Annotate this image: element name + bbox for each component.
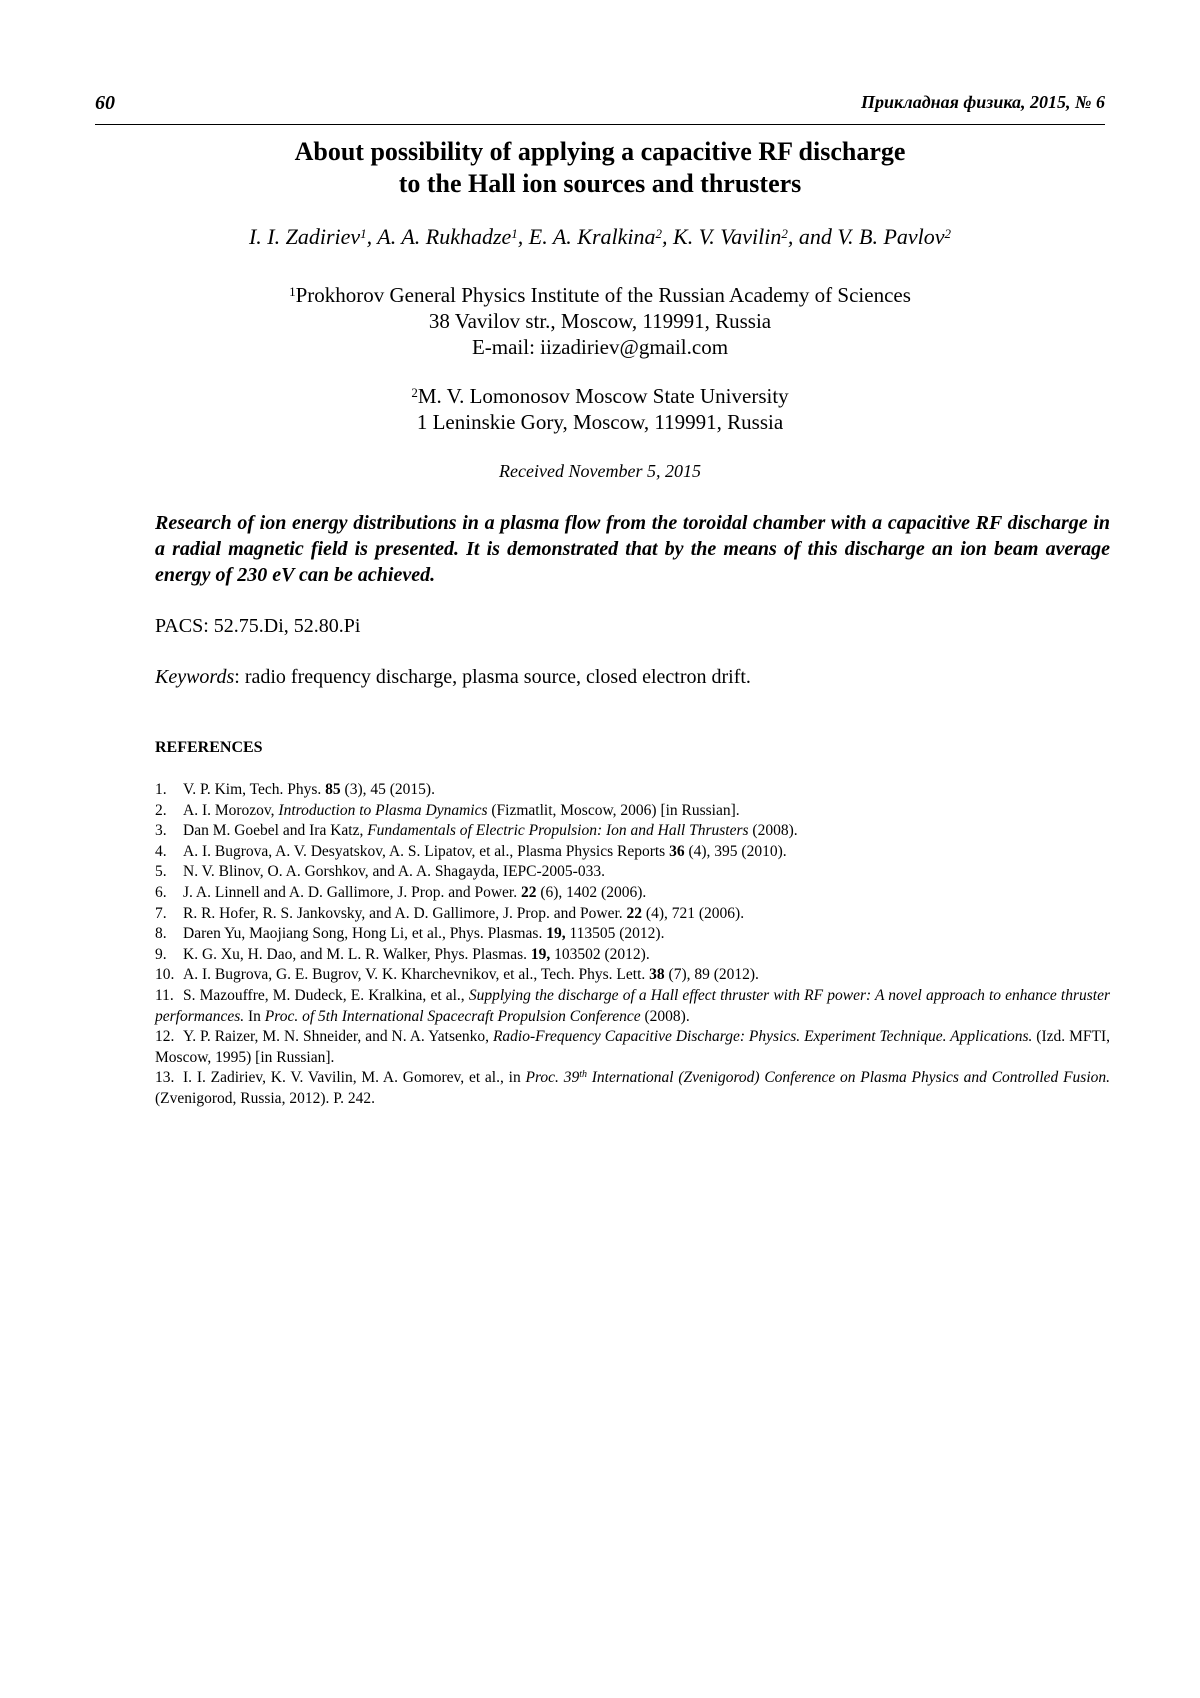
- author-separator: , and: [787, 224, 838, 249]
- reference-item: [155, 904, 1110, 925]
- reference-text: Fundamentals of Electric Propulsion: Ion and Hall Thrusters: [367, 822, 749, 840]
- affiliation-line: 38 Vavilov str., Moscow, 119991, Russia: [428, 309, 772, 333]
- author-name: K. V. Vavilin: [673, 224, 782, 249]
- references-heading: REFERENCES: [155, 739, 263, 756]
- author-affiliation-mark: 1: [360, 226, 367, 241]
- reference-text: (6), 1402 (2006).: [536, 883, 647, 901]
- reference-item: [155, 842, 1110, 863]
- reference-text: International (Zvenigorod) Conference on Plasma Physics and Controlled Fusion.: [586, 1069, 1110, 1087]
- author-separator: ,: [366, 224, 378, 249]
- reference-text: 36: [669, 842, 685, 860]
- reference-number: 1.: [155, 781, 167, 798]
- reference-text: th: [579, 1069, 587, 1081]
- reference-text: (Izd. MFTI, Moscow, 1995) [in Russian].: [155, 1028, 1110, 1066]
- reference-text: (Fizmatlit, Moscow, 2006) [in Russian].: [487, 801, 740, 819]
- reference-item: [155, 883, 1110, 904]
- reference-number: 3.: [155, 822, 167, 840]
- author-separator: ,: [662, 224, 674, 249]
- journal-reference: Прикладная физика, 2015, № 6: [860, 92, 1105, 112]
- reference-text: A. I. Bugrova, A. V. Desyatskov, A. S. Lipatov, et al., Plasma Physics Reports: [183, 842, 670, 860]
- reference-text: (3), 45 (2015).: [340, 781, 435, 798]
- author-name: I. I. Zadiriev: [248, 224, 361, 249]
- received-date: Received November 5, 2015: [499, 461, 701, 481]
- reference-item: [155, 965, 1110, 986]
- reference-text: Supplying the discharge of a Hall effect thruster with RF power: A novel approach to enhance thruster performances.: [155, 986, 1110, 1025]
- reference-text: (2008).: [640, 1007, 690, 1025]
- reference-item: [155, 986, 1110, 1027]
- reference-text: 103502 (2012).: [550, 945, 650, 963]
- reference-text: Y. P. Raizer, M. N. Shneider, and N. A. Yatsenko,: [183, 1028, 493, 1046]
- reference-item: [155, 1027, 1110, 1068]
- abstract: Research of ion energy distributions in a plasma flow from the toroidal chamber with a capacitive RF discharge in a radial magnetic field is presented. It is demonstrated that by the means of this discharge an ion beam average energy of 230 eV can be achieved.: [155, 512, 1110, 586]
- reference-text: 19,: [530, 945, 551, 963]
- reference-text: K. G. Xu, H. Dao, and M. L. R. Walker, Phys. Plasmas.: [183, 945, 531, 963]
- reference-item: [155, 945, 1110, 966]
- reference-number: 2.: [155, 801, 167, 819]
- reference-text: A. I. Bugrova, G. E. Bugrov, V. K. Kharchevnikov, et al., Tech. Phys. Lett.: [183, 966, 650, 984]
- running-header: [95, 92, 1105, 125]
- reference-text: R. R. Hofer, R. S. Jankovsky, and A. D. Gallimore, J. Prop. and Power.: [183, 904, 627, 922]
- author-name: V. B. Pavlov: [837, 224, 945, 249]
- reference-item: [155, 862, 1110, 883]
- reference-text: 113505 (2012).: [565, 925, 665, 943]
- reference-text: V. P. Kim, Tech. Phys.: [183, 781, 326, 798]
- reference-text: Radio-Frequency Capacitive Discharge: Physics. Experiment Technique. Applications.: [492, 1028, 1033, 1046]
- author-affiliation-mark: 2: [944, 226, 952, 241]
- reference-text: S. Mazouffre, M. Dudeck, E. Kralkina, et al.,: [183, 986, 469, 1004]
- page-number: 60: [95, 92, 115, 114]
- affiliation-mark: 1: [289, 284, 296, 299]
- affiliation-line: Prokhorov General Physics Institute of the Russian Academy of Sciences: [295, 283, 911, 307]
- reference-number: 5.: [155, 863, 167, 881]
- author-name: E. A. Kralkina: [528, 224, 656, 249]
- affiliation-line: 1 Leninskie Gory, Moscow, 119991, Russia: [416, 410, 784, 434]
- reference-item: [155, 780, 1110, 801]
- reference-text: 85: [325, 781, 341, 798]
- author-separator: ,: [517, 224, 529, 249]
- reference-number: 9.: [155, 945, 167, 963]
- pacs-codes: PACS: 52.75.Di, 52.80.Pi: [155, 615, 361, 637]
- reference-item: [155, 821, 1110, 842]
- reference-text: I. I. Zadiriev, K. V. Vavilin, M. A. Gomorev, et al., in: [183, 1069, 526, 1087]
- author-affiliation-mark: 2: [655, 226, 663, 241]
- reference-text: In: [244, 1007, 265, 1025]
- reference-text: Introduction to Plasma Dynamics: [278, 801, 488, 819]
- reference-text: Dan M. Goebel and Ira Katz,: [183, 822, 368, 840]
- reference-number: 4.: [155, 842, 167, 860]
- reference-text: Proc. of 5th International Spacecraft Propulsion Conference: [264, 1007, 641, 1025]
- paper-title: [0, 136, 1200, 200]
- reference-text: J. A. Linnell and A. D. Gallimore, J. Prop. and Power.: [183, 883, 521, 901]
- reference-text: 22: [626, 904, 643, 922]
- reference-item: [155, 1068, 1110, 1109]
- reference-number: 10.: [155, 966, 175, 984]
- reference-text: 22: [520, 883, 537, 901]
- reference-text: Proc. 39: [525, 1069, 580, 1087]
- keywords-label: Keywords: [155, 666, 235, 688]
- reference-text: (4), 721 (2006).: [642, 904, 745, 922]
- reference-item: [155, 801, 1110, 822]
- reference-text: (4), 395 (2010).: [684, 842, 787, 860]
- reference-text: N. V. Blinov, O. A. Gorshkov, and A. A. Shagayda, IEPC-2005-033.: [183, 863, 605, 881]
- affiliation-2: [0, 383, 1200, 435]
- reference-text: (7), 89 (2012).: [664, 966, 759, 984]
- reference-item: [155, 924, 1110, 945]
- title-line-1: About possibility of applying a capacitive RF discharge: [294, 137, 906, 166]
- affiliation-line: M. V. Lomonosov Moscow State University: [417, 384, 789, 408]
- reference-text: 19,: [546, 925, 566, 943]
- reference-text: A. I. Morozov,: [183, 801, 279, 819]
- title-line-2: to the Hall ion sources and thrusters: [398, 169, 802, 198]
- reference-text: Daren Yu, Maojiang Song, Hong Li, et al., Phys. Plasmas.: [183, 925, 547, 943]
- reference-number: 8.: [155, 925, 167, 943]
- email: E-mail: iizadiriev@gmail.com: [471, 335, 729, 359]
- reference-number: 12.: [155, 1028, 175, 1046]
- reference-number: 11.: [155, 986, 174, 1004]
- reference-number: 13.: [155, 1069, 175, 1087]
- keywords-text: : radio frequency discharge, plasma source, closed electron drift.: [234, 666, 751, 688]
- affiliation-1: [0, 282, 1200, 360]
- reference-number: 6.: [155, 883, 167, 901]
- keywords: [155, 666, 751, 689]
- reference-text: 38: [649, 966, 665, 984]
- author-name: A. A. Rukhadze: [377, 224, 512, 249]
- reference-number: 7.: [155, 904, 167, 922]
- reference-text: (2008).: [748, 822, 798, 840]
- reference-text: (Zvenigorod, Russia, 2012). P. 242.: [155, 1089, 376, 1107]
- reference-list: [155, 780, 1110, 1110]
- author-list: [0, 223, 1200, 251]
- author-affiliation-mark: 1: [511, 226, 518, 241]
- affiliation-mark: 2: [411, 385, 418, 400]
- author-affiliation-mark: 2: [781, 226, 788, 241]
